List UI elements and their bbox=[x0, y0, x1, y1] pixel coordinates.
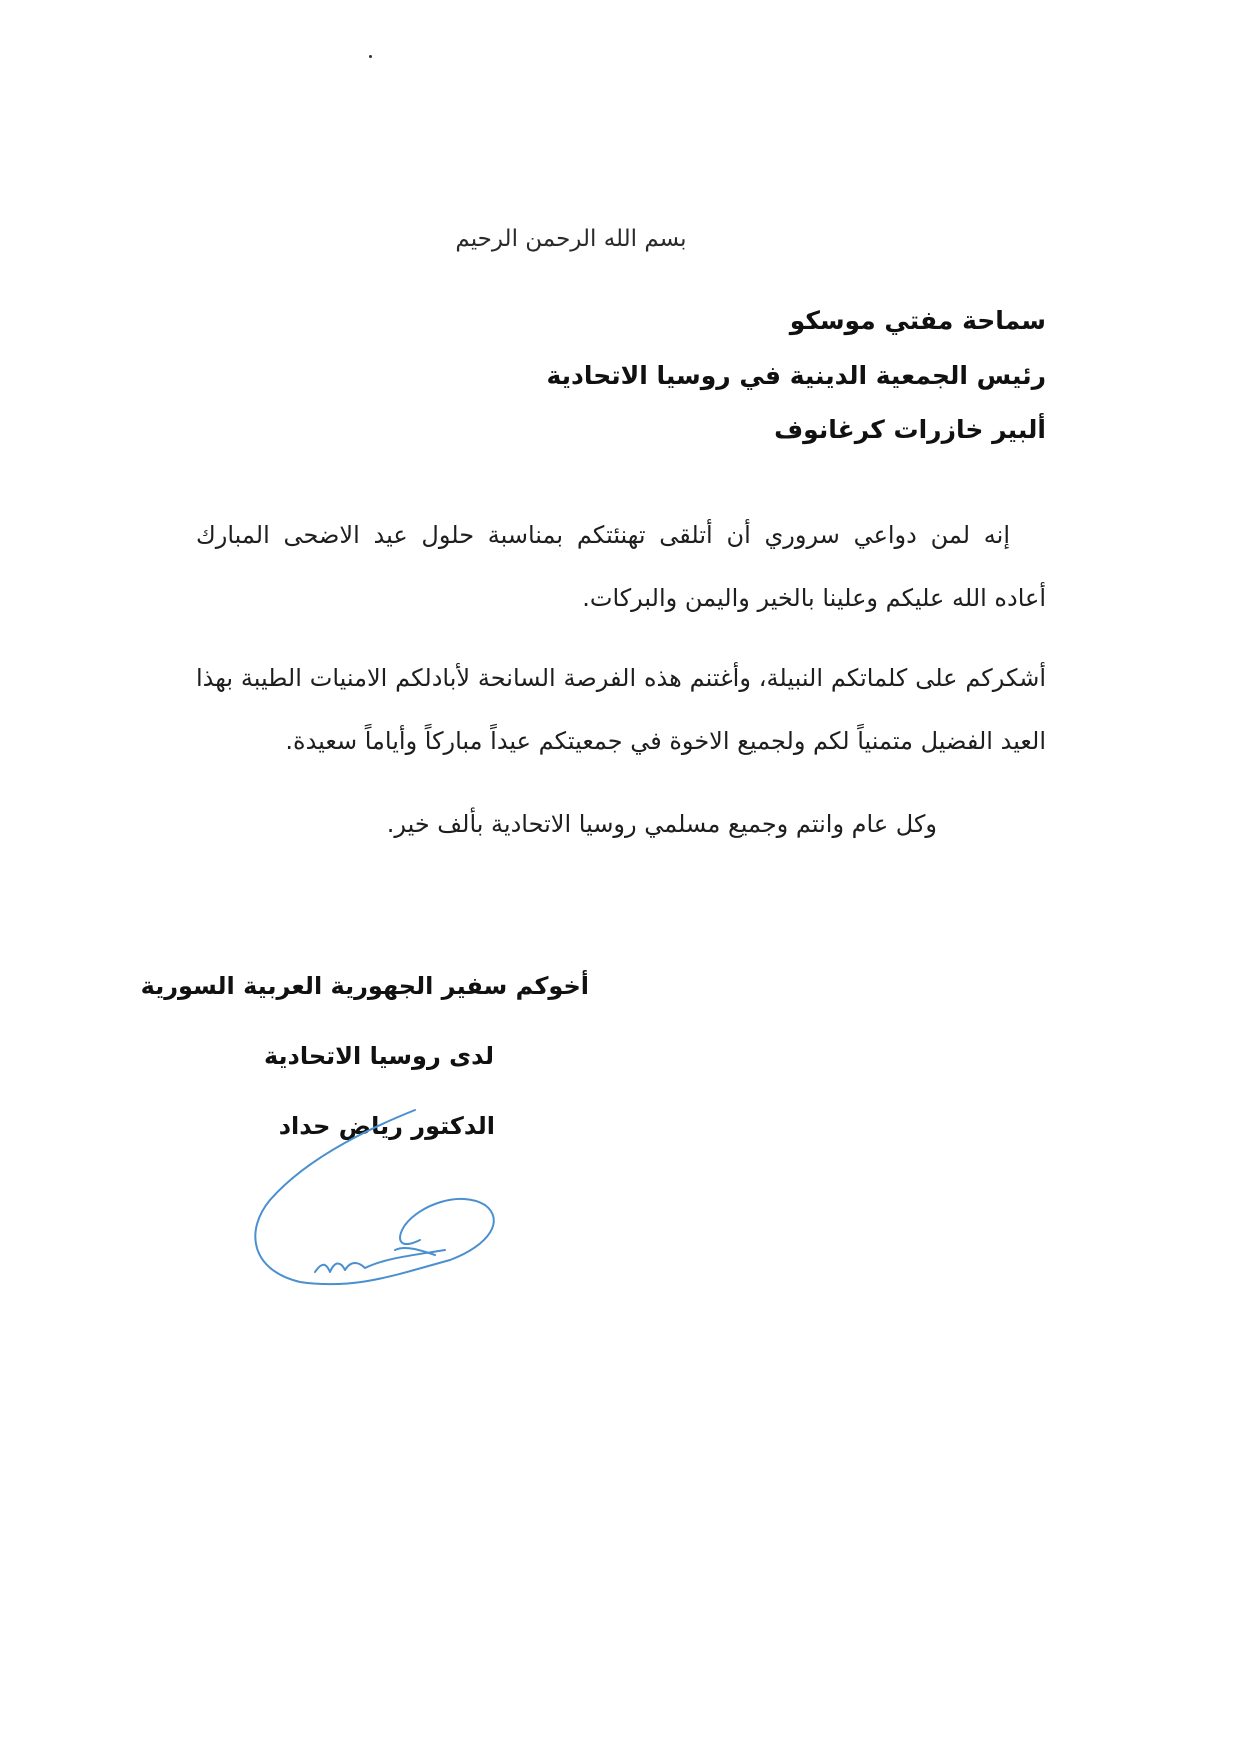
sender-name: الدكتور رياض حداد bbox=[278, 1112, 495, 1140]
body-paragraph-1-line-2: أعاده الله عليكم وعلينا بالخير واليمن والبركات. bbox=[582, 584, 1046, 612]
signature-stroke-1 bbox=[255, 1110, 450, 1284]
body-paragraph-2-line-1: أشكركم على كلماتكم النبيلة، وأغتنم هذه الفرصة السانحة لأبادلكم الامنيات الطيبة بهذا bbox=[196, 664, 1046, 692]
signature-stroke-3 bbox=[315, 1250, 445, 1272]
body-paragraph-3: وكل عام وانتم وجميع مسلمي روسيا الاتحادية بألف خير. bbox=[386, 810, 937, 838]
handwritten-signature bbox=[245, 1100, 515, 1290]
signature-stroke-2 bbox=[400, 1199, 494, 1260]
basmala: بسم الله الرحمن الرحيم bbox=[455, 226, 687, 252]
recipient-title: سماحة مفتي موسكو bbox=[789, 306, 1046, 335]
body-paragraph-1-line-1: إنه لمن دواعي سروري أن أتلقى تهنئتكم بمناسبة حلول عيد الاضحى المبارك bbox=[196, 521, 1010, 549]
scan-speck bbox=[369, 55, 372, 58]
recipient-name: ألبير خازرات كرغانوف bbox=[774, 415, 1046, 444]
body-paragraph-2-line-2: العيد الفضيل متمنياً لكم ولجميع الاخوة في جمعيتكم عيداً مباركاً وأياماً سعيدة. bbox=[285, 727, 1046, 755]
sender-location: لدى روسيا الاتحادية bbox=[263, 1042, 494, 1070]
sender-title: أخوكم سفير الجهورية العربية السورية bbox=[140, 972, 589, 1000]
recipient-position: رئيس الجمعية الدينية في روسيا الاتحادية bbox=[546, 361, 1046, 390]
